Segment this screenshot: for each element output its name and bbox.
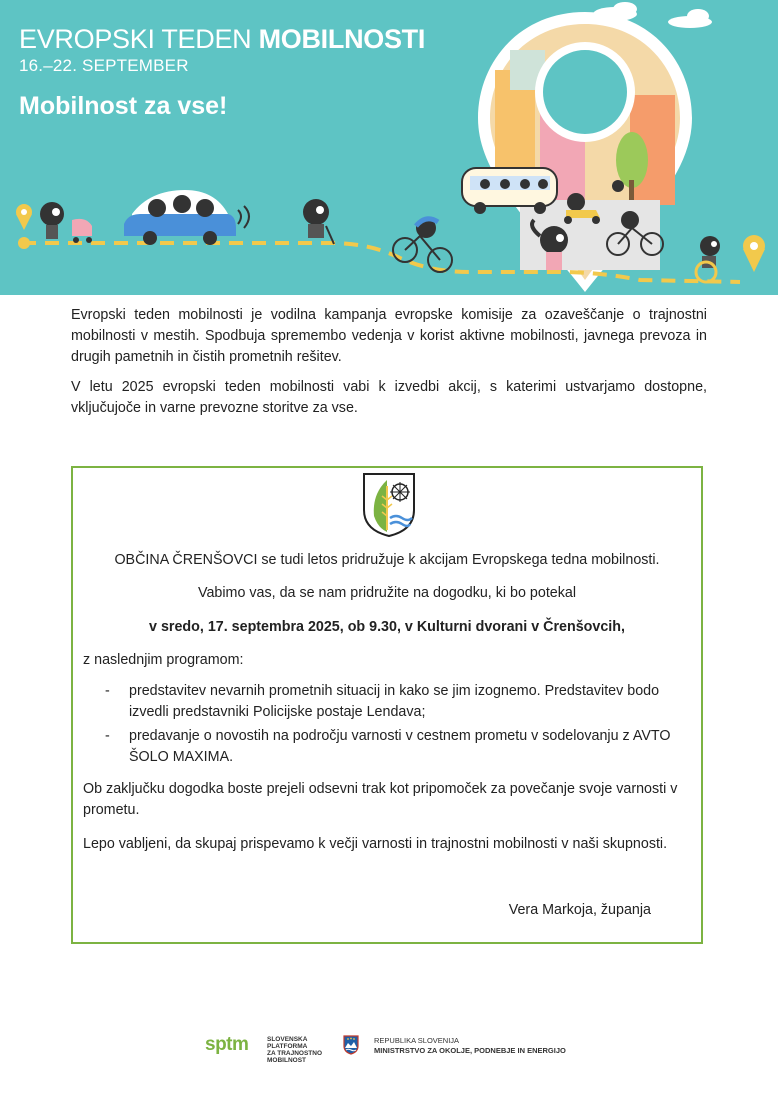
intro-paragraph-1: Evropski teden mobilnosti je vodilna kampanja evropske komisije za ozaveščanje o trajnostni mobilnosti v mestih. Spodbuja spremembo vedenja v korist aktivne mobilnosti, javnega prevoza in drugih pametnih in čistih prometnih rešitev. [71, 307, 707, 365]
welcome-text: Lepo vabljeni, da skupaj prispevamo k večji varnosti in trajnostni mobilnosti v naši skupnosti. [83, 836, 668, 852]
footer-logos [0, 1025, 778, 1075]
sptm-name-line: PLATFORMA [267, 1043, 308, 1050]
wheelchair-icon [696, 236, 720, 282]
program-item-text: predavanje o novostih na področju varnosti v cestnem prometu v sodelovanju z AVTO ŠOLO MAXIMA. [129, 728, 671, 765]
slovenia-coat-of-arms-icon [343, 1035, 359, 1055]
campaign-title-bold: MOBILNOSTI [258, 24, 426, 54]
car-icon [124, 190, 249, 245]
pedestrian-icon [303, 199, 334, 244]
sptm-name [267, 1036, 347, 1064]
invitation-line-2: Vabimo vas, da se nam pridružite na dogodku, ki bo potekal [197, 585, 577, 601]
closing-text: Ob zaključku dogodka boste prejeli odsevni trak kot pripomoček za povečanje svoje varnosti v prometu. [83, 781, 678, 818]
intro-text [71, 305, 707, 428]
sptm-name-line: MOBILNOST [267, 1057, 306, 1064]
campaign-title [19, 24, 425, 54]
event-details: v sredo, 17. septembra 2025, ob 9.30, v Kulturni dvorani v Črenšovcih, [149, 619, 625, 635]
program-item-text: predstavitev nevarnih prometnih situacij in kako se jim izognemo. Predstavitev bodo izvedli predstavniki Policijske postaje Lendava; [129, 683, 660, 720]
campaign-banner [0, 0, 778, 295]
program-list [83, 681, 691, 771]
campaign-title-light: EVROPSKI TEDEN [19, 24, 252, 54]
list-dash: - [105, 683, 110, 699]
municipal-crest-icon [362, 472, 416, 538]
stroller-icon [40, 202, 92, 243]
bus-icon [462, 168, 557, 214]
ministry-label: MINISTRSTVO ZA OKOLJE, PODNEBJE IN ENERGIJO [374, 1046, 566, 1055]
campaign-slogan: Mobilnost za vse! [19, 92, 228, 120]
campaign-dates: 16.–22. SEPTEMBER [19, 56, 189, 75]
invitation-line-1: OBČINA ČRENŠOVCI se tudi letos pridružuje k akcijam Evropskega tedna mobilnosti. [114, 552, 660, 568]
intro-paragraph-2: V letu 2025 evropski teden mobilnosti vabi k izvedbi akcij, s katerimi ustvarjamo dostopne, vključujoče in varne prevozne storitve za vse. [71, 379, 707, 416]
location-pin-icon [478, 12, 692, 292]
sptm-name-line: ZA TRAJNOSTNO [267, 1050, 323, 1057]
list-dash: - [105, 728, 110, 744]
signature: Vera Markoja, županja [508, 902, 651, 918]
program-item [83, 681, 691, 723]
ministry-name [374, 1036, 566, 1056]
sptm-logo: sptm [205, 1034, 249, 1055]
republic-label: REPUBLIKA SLOVENIJA [374, 1036, 460, 1045]
bicycle-icon [393, 218, 452, 272]
invitation-box [71, 466, 703, 944]
sptm-name-line: SLOVENSKA [267, 1036, 308, 1043]
program-intro: z naslednjim programom: [83, 652, 244, 668]
program-item [83, 726, 691, 768]
